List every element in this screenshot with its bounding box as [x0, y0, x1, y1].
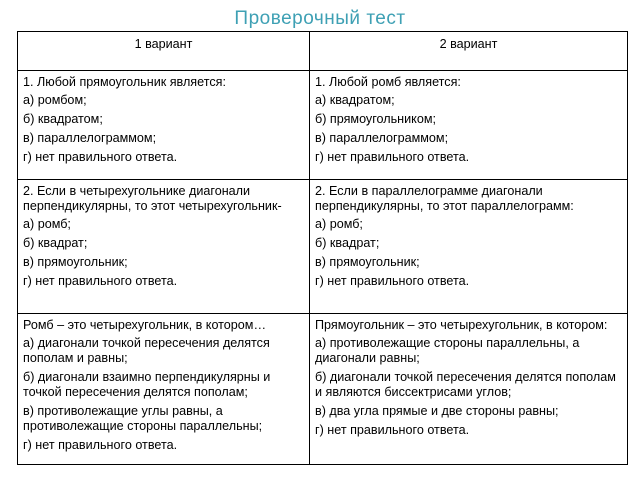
answer-option: а) ромб; — [315, 217, 363, 231]
answer-option: а) квадратом; — [315, 93, 395, 107]
answer-option: б) квадрат; — [315, 236, 380, 250]
answer-option: г) нет правильного ответа. — [23, 274, 178, 288]
question-cell — [18, 71, 310, 180]
quiz-table — [17, 31, 628, 465]
column-header-variant-2: 2 вариант — [310, 32, 628, 71]
answer-option: г) нет правильного ответа. — [23, 150, 178, 164]
question-cell — [310, 314, 628, 465]
answer-option: в) прямоугольник; — [315, 255, 420, 269]
question-cell — [310, 180, 628, 314]
table-row — [18, 71, 628, 180]
question-text: Прямоугольник – это четырехугольник, в котором: — [315, 318, 608, 332]
answer-option: а) диагонали точкой пересечения делятся пополам и равны; — [23, 336, 270, 365]
answer-option: б) диагонали точкой пересечения делятся пополам и являются биссектрисами углов; — [315, 370, 616, 399]
table-row — [18, 314, 628, 465]
answer-option: г) нет правильного ответа. — [315, 423, 470, 437]
answer-option: б) квадрат; — [23, 236, 88, 250]
question-cell — [310, 71, 628, 180]
answer-option: в) параллелограммом; — [23, 131, 157, 145]
answer-option: г) нет правильного ответа. — [23, 438, 178, 452]
question-text: Ромб – это четырехугольник, в котором… — [23, 318, 267, 332]
answer-option: г) нет правильного ответа. — [315, 150, 470, 164]
table-header-row — [18, 32, 628, 71]
answer-option: б) прямоугольником; — [315, 112, 436, 126]
answer-option: а) ромбом; — [23, 93, 87, 107]
question-cell — [18, 180, 310, 314]
question-text: 2. Если в параллелограмме диагонали перпендикулярны, то этот параллелограмм: — [315, 184, 574, 213]
answer-option: а) ромб; — [23, 217, 71, 231]
answer-option: в) противолежащие углы равны, а противолежащие стороны параллельны; — [23, 404, 263, 433]
question-text: 1. Любой прямоугольник является: — [23, 75, 226, 89]
answer-option: в) прямоугольник; — [23, 255, 128, 269]
table-row — [18, 180, 628, 314]
answer-option: б) квадратом; — [23, 112, 103, 126]
answer-option: б) диагонали взаимно перпендикулярны и точкой пересечения делятся пополам; — [23, 370, 271, 399]
answer-option: г) нет правильного ответа. — [315, 274, 470, 288]
column-header-variant-1: 1 вариант — [18, 32, 310, 71]
answer-option: в) параллелограммом; — [315, 131, 449, 145]
question-text: 1. Любой ромб является: — [315, 75, 461, 89]
page-title: Проверочный тест — [234, 8, 406, 29]
question-cell — [18, 314, 310, 465]
answer-option: в) два угла прямые и две стороны равны; — [315, 404, 559, 418]
answer-option: а) противолежащие стороны параллельны, а диагонали равны; — [315, 336, 580, 365]
question-text: 2. Если в четырехугольнике диагонали перпендикулярны, то этот четырехугольник- — [23, 184, 282, 213]
